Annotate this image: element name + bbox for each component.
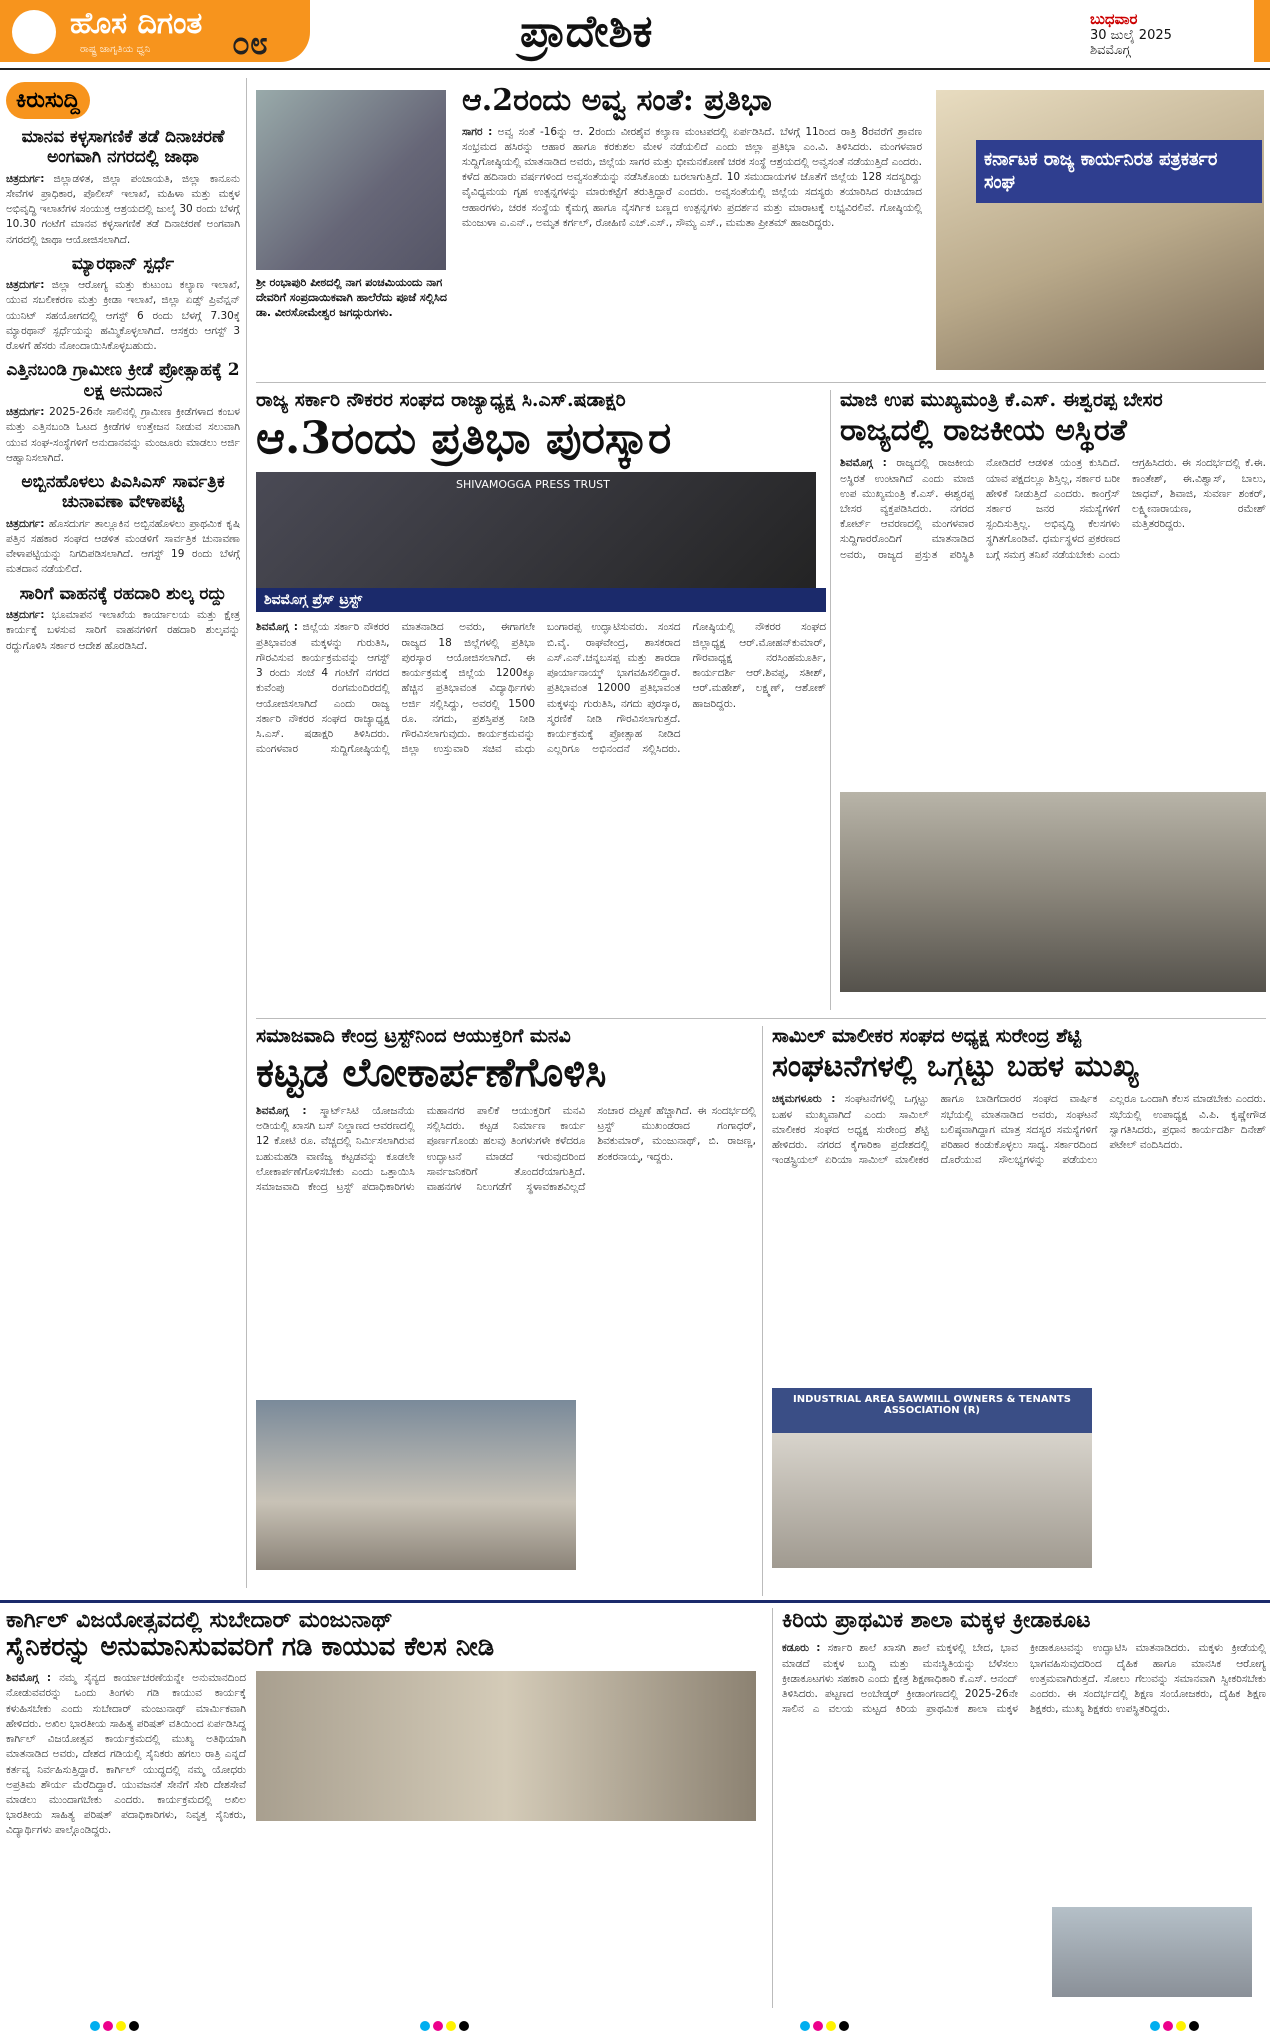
- press-meet-photo: [936, 90, 1264, 370]
- kirusuddi-badge: ಕಿರುಸುದ್ದಿ: [6, 82, 90, 119]
- brief-body: ಹೊಸದುರ್ಗ ತಾಲ್ಲೂಕಿನ ಅಬ್ಬಿನಹೊಳಲು ಪ್ರಾಥಮಿಕ ಕೃಷಿ ಪತ್ತಿನ ಸಹಕಾರ ಸಂಘದ ಆಡಳಿತ ಮಂಡಳಿಗೆ ಸಾರ್ವತ್ರಿಕ ಚುನಾವಣಾ ವೇಳಾಪಟ್ಟಿಯನ್ನು ನಿಗದಿಪಡಿಸಲಾಗಿದೆ. ಆಗಸ್ಟ್ 19 ರಂದು ಬೆಳಗ್ಗೆ ಮತದಾನ ನಡೆಯಲಿದೆ.: [6, 517, 240, 576]
- kicker: ರಾಜ್ಯ ಸರ್ಕಾರಿ ನೌಕರರ ಸಂಘದ ರಾಜ್ಯಾಧ್ಯಕ್ಷ ಸಿ.ಎಸ್.ಷಡಾಕ್ಷರಿ: [256, 390, 626, 411]
- column-divider: [762, 1026, 763, 1596]
- sidebar-header: [6, 82, 240, 119]
- brief-body: ಜಿಲ್ಲಾಡಳಿತ, ಜಿಲ್ಲಾ ಪಂಚಾಯತಿ, ಜಿಲ್ಲಾ ಕಾನೂನು ಸೇವೆಗಳ ಪ್ರಾಧಿಕಾರ, ಪೊಲೀಸ್ ಇಲಾಖೆ, ಮಹಿಳಾ ಮತ್ತು ಮಕ್ಕಳ ಅಭಿವೃದ್ಧಿ ಇಲಾಖೆಗಳ ಸಂಯುಕ್ತ ಆಶ್ರಯದಲ್ಲಿ ಜುಲೈ 30 ರಂದು ಬೆಳಗ್ಗೆ 10.30 ಗಂಟೆಗೆ ಮಾನವ ಕಳ್ಳಸಾಗಣಿಕೆ ತಡೆ ದಿನಾಚರಣೆ ಅಂಗವಾಗಿ ನಗರದಲ್ಲಿ ಜಾಥಾ ಆಯೋಜಿಸಲಾಗಿದೆ.: [6, 172, 240, 246]
- section-title: ಪ್ರಾದೇಶಿಕ: [520, 6, 653, 57]
- masthead: [0, 0, 1270, 70]
- brief-item: [6, 584, 240, 654]
- band-divider: [0, 1600, 1270, 1603]
- brief-item: [6, 254, 240, 354]
- headline-line2: ಸೈನಿಕರನ್ನು ಅನುಮಾನಿಸುವವರಿಗೆ ಗಡಿ ಕಾಯುವ ಕೆಲಸ ನೀಡಿ: [6, 1632, 495, 1663]
- seer-photo-caption: ಶ್ರೀ ರಂಭಾಪುರಿ ಪೀಠದಲ್ಲಿ ನಾಗ ಪಂಚಮಿಯಂದು ನಾಗ ದೇವರಿಗೆ ಸಂಪ್ರದಾಯಿಕವಾಗಿ ಹಾಲೆರೆದು ಪೂಜೆ ಸಲ್ಲಿಸಿದ ಡಾ. ವೀರಸೋಮೇಶ್ವರ ಜಗದ್ಗುರುಗಳು.: [256, 276, 447, 319]
- brief-dateline: ಚಿತ್ರದುರ್ಗ:: [6, 172, 45, 185]
- headline: ಸಂಘಟನೆಗಳಲ್ಲಿ ಒಗ್ಗಟ್ಟು ಬಹಳ ಮುಖ್ಯ: [772, 1048, 1139, 1084]
- story-body: ಸರ್ಕಾರಿ ಶಾಲೆ ಖಾಸಗಿ ಶಾಲೆ ಮಕ್ಕಳಲ್ಲಿ ಬೇದ, ಭಾವ ಮಾಡದೆ ಮಕ್ಕಳ ಬುದ್ದಿ ಮತ್ತು ಮನಃಸ್ಥಿತಿಯನ್ನು ಬೆಳೆಸಲು ಕ್ರೀಡಾಕೂಟಗಳು ಸಹಕಾರಿ ಎಂದು ಕ್ಷೇತ್ರ ಶಿಕ್ಷಣಾಧಿಕಾರಿ ಕೆ.ಎಸ್. ಆನಂದ್ ತಿಳಿಸಿದರು. ಪಟ್ಟಣದ ಅಂಬೇಡ್ಕರ್ ಕ್ರೀಡಾಂಗಣದಲ್ಲಿ 2025-26ನೇ ಸಾಲಿನ ಎ ವಲಯ ಮಟ್ಟದ ಕಿರಿಯ ಪ್ರಾಥಮಿಕ ಶಾಲಾ ಮಕ್ಕಳ ಕ್ರೀಡಾಕೂಟವನ್ನು ಉದ್ಘಾಟಿಸಿ ಮಾತನಾಡಿದರು. ಮಕ್ಕಳು ಕ್ರೀಡೆಯಲ್ಲಿ ಭಾಗವಹಿಸುವುದರಿಂದ ದೈಹಿಕ ಹಾಗೂ ಮಾನಸಿಕ ಆರೋಗ್ಯ ಉತ್ತಮವಾಗಿರುತ್ತದೆ. ಸೋಲು ಗೆಲುವನ್ನು ಸಮಾನವಾಗಿ ಸ್ವೀಕರಿಸಬೇಕು ಎಂದರು. ಈ ಸಂದರ್ಭದಲ್ಲಿ ಶಿಕ್ಷಣ ಸಂಯೋಜಕರು, ದೈಹಿಕ ಶಿಕ್ಷಣ ಶಿಕ್ಷಕರು, ಮುಖ್ಯ ಶಿಕ್ಷಕರು ಉಪಸ್ಥಿತರಿದ್ದರು.: [782, 1642, 1266, 1716]
- story-kargil: [6, 1608, 766, 2008]
- kicker: ಸಮಾಜವಾದಿ ಕೇಂದ್ರ ಟ್ರಸ್ಟ್‌ನಿಂದ ಆಯುಕ್ತರಿಗೆ ಮನವಿ: [256, 1026, 571, 1047]
- headline-line1: ಕಾರ್ಗಿಲ್ ವಿಜಯೋತ್ಸವದಲ್ಲಿ ಸುಬೇದಾರ್ ಮಂಜುನಾಥ್: [6, 1608, 393, 1633]
- headline: ಕಿರಿಯ ಪ್ರಾಥಮಿಕ ಶಾಲಾ ಮಕ್ಕಳ ಕ್ರೀಡಾಕೂಟ: [782, 1608, 1091, 1633]
- brief-title: ಅಬ್ಬಿನಹೊಳಲು ಪಿಎಸಿಎಸ್ ಸಾರ್ವತ್ರಿಕ ಚುನಾವಣಾ ವೇಳಾಪಟ್ಟಿ: [21, 472, 225, 513]
- brief-item: [6, 360, 240, 466]
- sports-meet-photo: [1052, 1907, 1252, 1997]
- brief-dateline: ಚಿತ್ರದುರ್ಗ:: [6, 609, 45, 622]
- brief-title: ಮಾನವ ಕಳ್ಳಸಾಗಣಿಕೆ ತಡೆ ದಿನಾಚರಣೆ ಅಂಗವಾಗಿ ನಗರದಲ್ಲಿ ಜಾಥಾ: [21, 127, 225, 168]
- story-body: ನಮ್ಮ ಸೈನ್ಯದ ಕಾರ್ಯಾಚರಣೆಯನ್ನೇ ಅನುಮಾನದಿಂದ ನೋಡುವವರನ್ನು ಒಂದು ತಿಂಗಳು ಗಡಿ ಕಾಯುವ ಕಾರ್ಯಕ್ಕೆ ಕಳುಹಿಸಬೇಕು ಎಂದು ಸುಬೇದಾರ್ ಮಂಜುನಾಥ್ ಮಾರ್ಮಿಕವಾಗಿ ಹೇಳಿದರು. ಅಖಿಲ ಭಾರತೀಯ ಸಾಹಿತ್ಯ ಪರಿಷತ್ ವತಿಯಿಂದ ಏರ್ಪಡಿಸಿದ್ದ ಕಾರ್ಗಿಲ್ ವಿಜಯೋತ್ಸವ ಕಾರ್ಯಕ್ರಮದಲ್ಲಿ ಮುಖ್ಯ ಅತಿಥಿಯಾಗಿ ಮಾತನಾಡಿದ ಅವರು, ದೇಶದ ಗಡಿಯಲ್ಲಿ ಸೈನಿಕರು ಹಗಲು ರಾತ್ರಿ ಎನ್ನದೆ ಕರ್ತವ್ಯ ನಿರ್ವಹಿಸುತ್ತಿದ್ದಾರೆ. ಕಾರ್ಗಿಲ್ ಯುದ್ಧದಲ್ಲಿ ನಮ್ಮ ಯೋಧರು ಅಪ್ರತಿಮ ಶೌರ್ಯ ಮೆರೆದಿದ್ದಾರೆ. ಯುವಜನತೆ ಸೇನೆಗೆ ಸೇರಿ ದೇಶಸೇವೆ ಮಾಡಲು ಮುಂದಾಗಬೇಕು ಎಂದರು. ಕಾರ್ಯಕ್ರಮದಲ್ಲಿ ಅಖಿಲ ಭಾರತೀಯ ಸಾಹಿತ್ಯ ಪರಿಷತ್ ಪದಾಧಿಕಾರಿಗಳು, ನಿವೃತ್ತ ಸೈನಿಕರು, ವಿದ್ಯಾರ್ಥಿಗಳು ಪಾಲ್ಗೊಂಡಿದ್ದರು.: [6, 1672, 246, 1837]
- press-trust-photo: [256, 472, 816, 612]
- print-registration-marks: [420, 2016, 472, 2028]
- brief-body: ಜಿಲ್ಲಾ ಆರೋಗ್ಯ ಮತ್ತು ಕುಟುಂಬ ಕಲ್ಯಾಣ ಇಲಾಖೆ, ಯುವ ಸಬಲೀಕರಣ ಮತ್ತು ಕ್ರೀಡಾ ಇಲಾಖೆ, ಜಿಲ್ಲಾ ಏಡ್ಸ್ ಪ್ರಿವೆನ್ಷನ್ ಯುನಿಟ್ ಸಹಯೋಗದಲ್ಲಿ ಆಗಸ್ಟ್ 6 ರಂದು ಬೆಳಗ್ಗೆ 7.30ಕ್ಕೆ ಮ್ಯಾರಥಾನ್ ಸ್ಪರ್ಧೆಯನ್ನು ಹಮ್ಮಿಕೊಳ್ಳಲಾಗಿದೆ. ಆಸಕ್ತರು ಆಗಸ್ಟ್ 3 ರೊಳಗೆ ಹೆಸರು ನೋಂದಾಯಿಸಿಕೊಳ್ಳಬಹುದು.: [6, 279, 240, 353]
- headline: ಆ.2ರಂದು ಅವ್ವ ಸಂತೆ: ಪ್ರತಿಭಾ: [462, 84, 772, 118]
- story-body: ರಾಜ್ಯದಲ್ಲಿ ರಾಜಕೀಯ ಅಸ್ಥಿರತೆ ಉಂಟಾಗಿದೆ ಎಂದು ಮಾಜಿ ಉಪ ಮುಖ್ಯಮಂತ್ರಿ ಕೆ.ಎಸ್. ಈಶ್ವರಪ್ಪ ಬೇಸರ ವ್ಯಕ್ತಪಡಿಸಿದರು. ನಗರದ ಕೋರ್ಟ್ ಆವರಣದಲ್ಲಿ ಮಂಗಳವಾರ ಸುದ್ದಿಗಾರರೊಂದಿಗೆ ಮಾತನಾಡಿದ ಅವರು, ರಾಜ್ಯದ ಪ್ರಸ್ತುತ ಪರಿಸ್ಥಿತಿ ನೋಡಿದರೆ ಆಡಳಿತ ಯಂತ್ರ ಕುಸಿದಿದೆ. ಯಾವ ಪಕ್ಷದಲ್ಲೂ ಶಿಸ್ತಿಲ್ಲ, ಸರ್ಕಾರ ಬರೀ ಹೇಳಿಕೆ ನೀಡುತ್ತಿದೆ ಎಂದರು. ಕಾಂಗ್ರೆಸ್ ಸರ್ಕಾರ ಜನರ ಸಮಸ್ಯೆಗಳಿಗೆ ಸ್ಪಂದಿಸುತ್ತಿಲ್ಲ. ಅಭಿವೃದ್ಧಿ ಕೆಲಸಗಳು ಸ್ಥಗಿತಗೊಂಡಿವೆ. ಧರ್ಮಸ್ಥಳದ ಪ್ರಕರಣದ ಬಗ್ಗೆ ಸಮಗ್ರ ತನಿಖೆ ನಡೆಯಬೇಕು ಎಂದು ಆಗ್ರಹಿಸಿದರು. ಈ ಸಂದರ್ಭದಲ್ಲಿ ಕೆ.ಈ. ಕಾಂತೇಶ್, ಈ.ವಿಶ್ವಾಸ್, ಬಾಲು, ಜಾಧವ್, ಶಿವಾಜಿ, ಸುವರ್ಣ ಶಂಕರ್, ಲಕ್ಷ್ಮೀನಾರಾಯಣ, ರಮೇಶ್ ಮತ್ತಿತರರಿದ್ದರು.: [840, 457, 1266, 561]
- dateline: ಚಿಕ್ಕಮಗಳೂರು :: [772, 1093, 836, 1106]
- print-registration-marks: [90, 2016, 142, 2028]
- seer-photo: [256, 90, 446, 270]
- brief-dateline: ಚಿತ್ರದುರ್ಗ:: [6, 279, 45, 292]
- brief-title: ಸಾರಿಗೆ ವಾಹನಕ್ಕೆ ರಹದಾರಿ ಶುಲ್ಕ ರದ್ದು: [19, 583, 227, 604]
- issue-city: ಶಿವಮೊಗ್ಗ: [1090, 43, 1131, 58]
- dateline: ಶಿವಮೊಗ್ಗ :: [256, 621, 298, 634]
- story-rajakiya-asthirate: [840, 390, 1266, 1010]
- story-kreedakoota: [782, 1608, 1266, 2008]
- date-box: [1090, 10, 1240, 58]
- newspaper-tagline: ರಾಷ್ಟ್ರ ಜಾಗೃತಿಯ ಧ್ವನಿ: [80, 44, 151, 55]
- emblem-icon: [12, 10, 56, 54]
- photo-banner: ಕರ್ನಾಟಕ ರಾಜ್ಯ ಕಾರ್ಯನಿರತ ಪತ್ರಕರ್ತರ ಸಂಘ: [976, 140, 1262, 203]
- issue-day: ಬುಧವಾರ: [1090, 10, 1138, 28]
- row-divider: [256, 1018, 1266, 1019]
- headline: ರಾಜ್ಯದಲ್ಲಿ ರಾಜಕೀಯ ಅಸ್ಥಿರತೆ: [840, 412, 1127, 448]
- column-divider: [830, 390, 831, 1010]
- story-body: ಸ್ಮಾರ್ಟ್‌ಸಿಟಿ ಯೋಜನೆಯ ಅಡಿಯಲ್ಲಿ ಖಾಸಗಿ ಬಸ್ ನಿಲ್ದಾಣದ ಆವರಣದಲ್ಲಿ 12 ಕೋಟಿ ರೂ. ವೆಚ್ಚದಲ್ಲಿ ನಿರ್ಮಿಸಲಾಗಿರುವ ಬಹುಮಹಡಿ ವಾಣಿಜ್ಯ ಕಟ್ಟಡವನ್ನು ಕೂಡಲೇ ಲೋಕಾರ್ಪಣೆಗೊಳಿಸಬೇಕು ಎಂದು ಒತ್ತಾಯಿಸಿ ಸಮಾಜವಾದಿ ಕೇಂದ್ರ ಟ್ರಸ್ಟ್ ಪದಾಧಿಕಾರಿಗಳು ಮಹಾನಗರ ಪಾಲಿಕೆ ಆಯುಕ್ತರಿಗೆ ಮನವಿ ಸಲ್ಲಿಸಿದರು. ಕಟ್ಟಡ ನಿರ್ಮಾಣ ಕಾರ್ಯ ಪೂರ್ಣಗೊಂಡು ಹಲವು ತಿಂಗಳುಗಳೇ ಕಳೆದರೂ ಉದ್ಘಾಟನೆ ಮಾಡದೆ ಇರುವುದರಿಂದ ಸಾರ್ವಜನಿಕರಿಗೆ ತೊಂದರೆಯಾಗುತ್ತಿದೆ. ವಾಹನಗಳ ನಿಲುಗಡೆಗೆ ಸ್ಥಳಾವಕಾಶವಿಲ್ಲದೆ ಸಂಚಾರ ದಟ್ಟಣೆ ಹೆಚ್ಚಾಗಿದೆ. ಈ ಸಂದರ್ಭದಲ್ಲಿ ಟ್ರಸ್ಟ್ ಮುಖಂಡರಾದ ಗಂಗಾಧರ್, ಶಿವಕುಮಾರ್, ಮಂಜುನಾಥ್, ಬಿ. ರಾಜಣ್ಣ, ಶಂಕರನಾಯ್ಕ, ಇದ್ದರು.: [256, 1104, 756, 1193]
- sawmill-association-photo: [772, 1388, 1092, 1568]
- newspaper-logo: ಹೊಸ ದಿಗಂತ: [70, 6, 203, 41]
- kargil-event-photo: [256, 1671, 756, 1821]
- story-avva-sante: [462, 84, 922, 374]
- brief-body: ಭೂಮಾಪನ ಇಲಾಖೆಯ ಕಾರ್ಯಾಲಯ ಮತ್ತು ಕ್ಷೇತ್ರ ಕಾರ್ಯಕ್ಕೆ ಬಳಸುವ ಸಾರಿಗೆ ವಾಹನಗಳಿಗೆ ರಹದಾರಿ ಶುಲ್ಕವನ್ನು ರದ್ದುಗೊಳಿಸಿ ಸರ್ಕಾರ ಆದೇಶ ಹೊರಡಿಸಿದೆ.: [6, 609, 240, 652]
- column-divider: [772, 1608, 773, 2008]
- kicker: ಮಾಜಿ ಉಪ ಮುಖ್ಯಮಂತ್ರಿ ಕೆ.ಎಸ್. ಈಶ್ವರಪ್ಪ ಬೇಸರ: [840, 390, 1163, 411]
- row-divider: [256, 382, 1266, 383]
- brief-title: ಎತ್ತಿನಬಂಡಿ ಗ್ರಾಮೀಣ ಕ್ರೀಡೆ ಪ್ರೋತ್ಸಾಹಕ್ಕೆ 2 ಲಕ್ಷ ಅನುದಾನ: [6, 360, 240, 401]
- column-divider: [246, 78, 247, 1588]
- brief-dateline: ಚಿತ್ರದುರ್ಗ:: [6, 406, 45, 419]
- dateline: ಶಿವಮೊಗ್ಗ :: [840, 457, 887, 470]
- brief-item: [6, 127, 240, 248]
- brief-body: 2025-26ನೇ ಸಾಲಿನಲ್ಲಿ ಗ್ರಾಮೀಣ ಕ್ರೀಡೆಗಳಾದ ಕಂಬಳ ಮತ್ತು ಎತ್ತಿನಬಂಡಿ ಓಟದ ಕ್ರೀಡೆಗಳ ಉತ್ತೇಜನ ನೀಡುವ ಸಲುವಾಗಿ ಯುವ ಸಂಘ-ಸಂಸ್ಥೆಗಳಿಗೆ ಅನುದಾನವನ್ನು ಮಂಜೂರು ಮಾಡಲು ಅರ್ಜಿ ಆಹ್ವಾನಿಸಲಾಗಿದೆ.: [6, 406, 240, 464]
- story-body: ಅವ್ವ ಸಂತೆ -16ನ್ನು ಆ. 2ರಂದು ವೀರಶೈವ ಕಲ್ಯಾಣ ಮಂಟಪದಲ್ಲಿ ಏರ್ಪಡಿಸಿದೆ. ಬೆಳಗ್ಗೆ 11ರಿಂದ ರಾತ್ರಿ 8ರವರೆಗೆ ಶ್ರಾವಣ ಸಂಭ್ರಮದ ಹಸಿರನ್ನು ಆಹಾರ ಹಾಗೂ ಕರಕುಶಲ ಮೇಳ ನಡೆಯಲಿದೆ ಎಂದು ಜಿಲ್ಲಾ ಪ್ರತಿಭಾ ಎಂ.ವಿ. ತಿಳಿಸಿದರು. ಮಂಗಳವಾರ ಸುದ್ದಿಗೋಷ್ಠಿಯಲ್ಲಿ ಮಾತನಾಡಿದ ಅವರು, ಜಿಲ್ಲೆಯ ಸಾಗರ ಮತ್ತು ಭೀಮನಕೋಣೆ ಚರಕ ಸಂಸ್ಥೆ ಆಶ್ರಯದಲ್ಲಿ ಅವ್ವಸಂತೆ ನಡೆಯುತ್ತಿದೆ ಎಂದರು. ಕಳೆದ ಹದಿನಾರು ವರ್ಷಗಳಿಂದ ಅವ್ವಸಂತೆಯನ್ನು ನಡೆಸಿಕೊಂಡು ಬರಲಾಗುತ್ತಿದೆ. 10 ಸಮುದಾಯಗಳ ಜೊತೆಗೆ ಜಿಲ್ಲೆಯ 128 ಸದಸ್ಯರಿದ್ದು ವೈವಿಧ್ಯಮಯ ಗೃಹ ಉತ್ಪನ್ನಗಳನ್ನು ಮಾರುಕಟ್ಟೆಗೆ ತರುತ್ತಿದ್ದಾರೆ ಎಂದರು. ಅವ್ವಸಂತೆಯಲ್ಲಿ ಜಿಲ್ಲೆಯ ಸದಸ್ಯರು ತಯಾರಿಸಿದ ರುಚಿಯಾದ ಆಹಾರಗಳು, ಚರಕ ಸಂಸ್ಥೆಯ ಕೈಮಗ್ಗ ಹಾಗೂ ನೈಸರ್ಗಿಕ ಬಣ್ಣದ ಉತ್ಪನ್ನಗಳು ಪ್ರದರ್ಶನ ಮತ್ತು ಮಾರಾಟಕ್ಕೆ ಲಭ್ಯವಿರಲಿವೆ. ಗೋಷ್ಠಿಯಲ್ಲಿ ಮಂಜುಳಾ ಎ.ಎನ್., ಅಮೃತ ಕರ್ಗಲ್, ರೋಹಿಣಿ ಎಚ್.ಎಸ್., ಸೌಮ್ಯ ಎಸ್., ಮಮತಾ ಪ್ರೀತಮ್ ಹಾಜರಿದ್ದರು.: [462, 125, 922, 229]
- story-body: ಸಂಘಟನೆಗಳಲ್ಲಿ ಒಗ್ಗಟ್ಟು ಬಹಳ ಮುಖ್ಯವಾಗಿದೆ ಎಂದು ಸಾಮಿಲ್ ಮಾಲೀಕರ ಸಂಘದ ಅಧ್ಯಕ್ಷ ಸುರೇಂದ್ರ ಶೆಟ್ಟಿ ಹೇಳಿದರು. ನಗರದ ಕೈಗಾರಿಕಾ ಪ್ರದೇಶದಲ್ಲಿ ಇಂಡಸ್ಟ್ರಿಯಲ್ ಏರಿಯಾ ಸಾಮಿಲ್ ಮಾಲೀಕರ ಹಾಗೂ ಬಾಡಿಗೆದಾರರ ಸಂಘದ ವಾರ್ಷಿಕ ಸಭೆಯಲ್ಲಿ ಮಾತನಾಡಿದ ಅವರು, ಸಂಘಟನೆ ಬಲಿಷ್ಠವಾಗಿದ್ದಾಗ ಮಾತ್ರ ಸದಸ್ಯರ ಸಮಸ್ಯೆಗಳಿಗೆ ಪರಿಹಾರ ಕಂಡುಕೊಳ್ಳಲು ಸಾಧ್ಯ. ಸರ್ಕಾರದಿಂದ ದೊರೆಯುವ ಸೌಲಭ್ಯಗಳನ್ನು ಪಡೆಯಲು ಎಲ್ಲರೂ ಒಂದಾಗಿ ಕೆಲಸ ಮಾಡಬೇಕು ಎಂದರು. ಸಭೆಯಲ್ಲಿ ಉಪಾಧ್ಯಕ್ಷ ವಿ.ಪಿ. ಕೃಷ್ಣೇಗೌಡ ಸ್ವಾಗತಿಸಿದರು, ಪ್ರಧಾನ ಕಾರ್ಯದರ್ಶಿ ದಿನೇಶ್ ಪಟೇಲ್ ವಂದಿಸಿದರು.: [772, 1093, 1266, 1167]
- brief-dateline: ಚಿತ್ರದುರ್ಗ:: [6, 517, 45, 530]
- print-registration-marks: [800, 2016, 852, 2028]
- print-registration-marks: [1150, 2016, 1202, 2028]
- dateline: ಶಿವಮೊಗ್ಗ :: [6, 1672, 52, 1685]
- issue-date: 30 ಜುಲೈ 2025: [1090, 28, 1172, 43]
- sidebar: [6, 78, 240, 1588]
- story-sangathane: [772, 1026, 1266, 1596]
- page-number: ೦೮: [232, 24, 268, 62]
- dateline: ಶಿವಮೊಗ್ಗ :: [256, 1104, 307, 1117]
- dateline: ಸಾಗರ :: [462, 125, 493, 138]
- edge-strip: [1254, 0, 1270, 62]
- brief-item: [6, 472, 240, 578]
- press-trust-banner: ಶಿವಮೊಗ್ಗ ಪ್ರೆಸ್ ಟ್ರಸ್ಟ್: [256, 588, 826, 612]
- press-trust-sign: SHIVAMOGGA PRESS TRUST: [456, 478, 610, 492]
- story-pratibha-puraskara: [256, 390, 826, 1010]
- headline: ಆ.3ರಂದು ಪ್ರತಿಭಾ ಪುರಸ್ಕಾರ: [256, 412, 672, 464]
- brief-title: ಮ್ಯಾರಥಾನ್ ಸ್ಪರ್ಧೆ: [71, 253, 175, 274]
- story-body: ಜಿಲ್ಲೆಯ ಸರ್ಕಾರಿ ನೌಕರರ ಪ್ರತಿಭಾವಂತ ಮಕ್ಕಳನ್ನು ಗುರುತಿಸಿ, ಗೌರವಿಸುವ ಕಾರ್ಯಕ್ರಮವನ್ನು ಆಗಸ್ಟ್ 3 ರಂದು ಸಂಜೆ 4 ಗಂಟೆಗೆ ನಗರದ ಕುವೆಂಪು ರಂಗಮಂದಿರದಲ್ಲಿ ಆಯೋಜಿಸಲಾಗಿದೆ ಎಂದು ರಾಜ್ಯ ಸರ್ಕಾರಿ ನೌಕರರ ಸಂಘದ ರಾಜ್ಯಾಧ್ಯಕ್ಷ ಸಿ.ಎಸ್. ಷಡಾಕ್ಷರಿ ತಿಳಿಸಿದರು. ಮಂಗಳವಾರ ಸುದ್ದಿಗೋಷ್ಠಿಯಲ್ಲಿ ಮಾತನಾಡಿದ ಅವರು, ಈಗಾಗಲೇ ರಾಜ್ಯದ 18 ಜಿಲ್ಲೆಗಳಲ್ಲಿ ಪ್ರತಿಭಾ ಪುರಸ್ಕಾರ ಆಯೋಜಿಸಲಾಗಿದೆ. ಈ ಕಾರ್ಯಕ್ರಮಕ್ಕೆ ಜಿಲ್ಲೆಯ 1200ಕ್ಕೂ ಹೆಚ್ಚಿನ ಪ್ರತಿಭಾವಂತ ವಿದ್ಯಾರ್ಥಿಗಳು ಅರ್ಜಿ ಸಲ್ಲಿಸಿದ್ದು, ಅವರಲ್ಲಿ 1500 ರೂ. ನಗದು, ಪ್ರಶಸ್ತಿಪತ್ರ ನೀಡಿ ಗೌರವಿಸಲಾಗುವುದು. ಕಾರ್ಯಕ್ರಮವನ್ನು ಜಿಲ್ಲಾ ಉಸ್ತುವಾರಿ ಸಚಿವ ಮಧು ಬಂಗಾರಪ್ಪ ಉದ್ಘಾಟಿಸುವರು. ಸಂಸದ ಬಿ.ವೈ. ರಾಘವೇಂದ್ರ, ಶಾಸಕರಾದ ಎಸ್.ಎನ್.ಚನ್ನಬಸಪ್ಪ ಮತ್ತು ಶಾರದಾ ಪೂರ್ಯಾನಾಯ್ಕ್ ಭಾಗವಹಿಸಲಿದ್ದಾರೆ. ಪ್ರತಿಭಾವಂತ 12000 ಪ್ರತಿಭಾವಂತ ಮಕ್ಕಳನ್ನು ಗುರುತಿಸಿ, ನಗದು ಪುರಸ್ಕಾರ, ಸ್ಮರಣಿಕೆ ನೀಡಿ ಗೌರವಿಸಲಾಗುತ್ತದೆ. ಕಾರ್ಯಕ್ರಮಕ್ಕೆ ಪ್ರೋತ್ಸಾಹ ನೀಡಿದ ಎಲ್ಲರಿಗೂ ಅಭಿನಂದನೆ ಸಲ್ಲಿಸಿದರು. ಗೋಷ್ಠಿಯಲ್ಲಿ ನೌಕರರ ಸಂಘದ ಜಿಲ್ಲಾಧ್ಯಕ್ಷ ಆರ್.ಮೋಹನ್‌ಕುಮಾರ್, ಗೌರವಾಧ್ಯಕ್ಷ ನರಸಿಂಹಮೂರ್ತಿ, ಕಾರ್ಯದರ್ಶಿ ಆರ್.ಶಿವಪ್ಪ, ಸತೀಶ್, ಆರ್.ಮಹೇಶ್, ಲಕ್ಷ್ಮಣ್, ಆಶೋಕ್ ಹಾಜರಿದ್ದರು.: [256, 621, 826, 756]
- protest-photo: [840, 792, 1266, 992]
- association-banner: INDUSTRIAL AREA SAWMILL OWNERS & TENANTS ASSOCIATION (R): [793, 1394, 1071, 1417]
- story-kattada: [256, 1026, 756, 1596]
- kicker: ಸಾಮಿಲ್ ಮಾಲೀಕರ ಸಂಘದ ಅಧ್ಯಕ್ಷ ಸುರೇಂದ್ರ ಶೆಟ್ಟಿ: [772, 1026, 1082, 1047]
- trust-members-photo: [256, 1400, 576, 1570]
- dateline: ಕಡೂರು :: [782, 1642, 821, 1655]
- headline: ಕಟ್ಟಡ ಲೋಕಾರ್ಪಣೆಗೊಳಿಸಿ: [256, 1048, 607, 1096]
